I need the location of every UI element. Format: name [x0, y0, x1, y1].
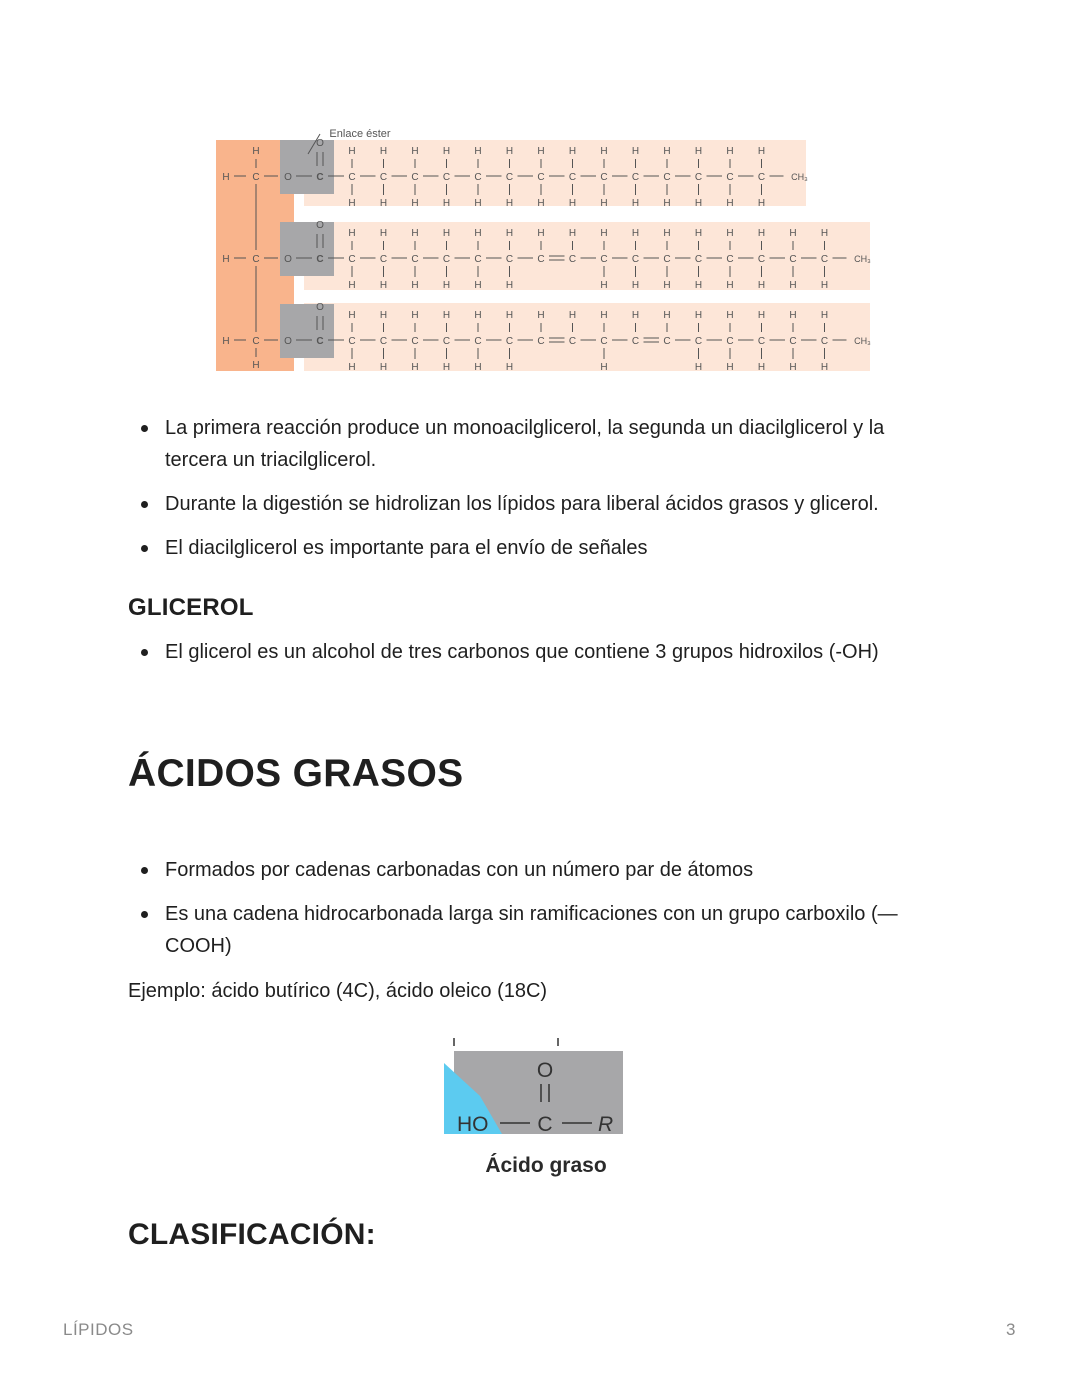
atom-label-111: H [348, 280, 356, 291]
glicerol-bullet-1: El glicerol es un alcohol de tres carbonos que contiene 3 grupos hidroxilos (-OH) [128, 636, 948, 668]
atom-label-62: H [600, 146, 608, 157]
acidos-grasos-heading: ÁCIDOS GRASOS [128, 752, 464, 795]
atom-label-210: O [316, 302, 324, 313]
atom-label-58: H [568, 198, 577, 209]
footer-page-number: 3 [1006, 1320, 1016, 1339]
atom-label-232: C [442, 336, 451, 347]
atom-label-43: C [505, 172, 514, 183]
atom-label-145: H [537, 228, 545, 239]
atom-label-266: H [631, 310, 640, 321]
atom-label-26: H [411, 146, 419, 157]
atom-label-238: C [474, 336, 482, 347]
atom-label-46: H [505, 198, 514, 209]
clasificacion-heading: CLASIFICACIÓN: [128, 1218, 376, 1251]
atom-label-70: H [631, 198, 640, 209]
atom-label-133: H [474, 228, 482, 239]
atom-label-203: C [252, 336, 260, 347]
chain-band-3 [304, 303, 870, 371]
chain-band-2 [304, 222, 870, 290]
atom-label-20: H [379, 146, 388, 157]
atom-label-295: H [789, 362, 797, 373]
atom-label-280: C [726, 336, 734, 347]
atom-label-215: H [348, 310, 356, 321]
atom-label-138: C [505, 254, 514, 265]
atom-label-244: C [505, 336, 514, 347]
atom-label-0: H [222, 172, 230, 183]
atom-label-251: H [537, 310, 545, 321]
atom-label-22: H [379, 198, 388, 209]
atom-label-3: H [252, 146, 260, 157]
atom-label-160: H [631, 228, 640, 239]
atom-label-38: H [474, 146, 482, 157]
atom-label-13: C [348, 172, 356, 183]
atom-label-209: C [316, 336, 324, 347]
triglyceride-structure-figure [216, 126, 872, 374]
atom-label-207: O [284, 336, 292, 347]
atom-label-223: H [379, 362, 388, 373]
atom-label-196: H [820, 228, 829, 239]
atom-label-214: C [348, 336, 356, 347]
atom-label-2: C [252, 172, 260, 183]
atom-label-126: C [442, 254, 451, 265]
atom-label-97: H [222, 254, 230, 265]
atom-label-115: H [379, 228, 388, 239]
atom-label-28: H [411, 198, 419, 209]
fatty-acid-figure [440, 1034, 630, 1184]
atom-label-153: C [600, 254, 608, 265]
atom-label-165: C [663, 254, 671, 265]
atom-label-195: C [820, 254, 829, 265]
atom-label-159: C [631, 254, 640, 265]
atom-label-44: H [505, 146, 514, 157]
atom-label-255: C [568, 336, 577, 347]
atom-label-217: H [348, 362, 356, 373]
atom-label-156: H [600, 280, 608, 291]
atom-label-247: H [505, 362, 514, 373]
acid-carbon-label: C [537, 1113, 553, 1136]
atom-label-183: C [757, 254, 766, 265]
chain-end-1: CH₃ [791, 172, 808, 182]
atom-label-220: C [379, 336, 388, 347]
atom-label-201: H [222, 336, 230, 347]
footer-title: LÍPIDOS [63, 1320, 134, 1339]
atom-label-265: C [631, 336, 640, 347]
atom-label-274: C [694, 336, 703, 347]
atom-label-283: H [726, 362, 734, 373]
atom-label-56: H [568, 146, 577, 157]
atom-label-168: H [663, 280, 671, 291]
atom-label-80: H [694, 146, 703, 157]
atom-label-64: H [600, 198, 608, 209]
atom-label-162: H [631, 280, 640, 291]
atom-label-8: C [316, 172, 324, 183]
atom-label-104: O [316, 220, 324, 231]
atom-label-73: C [663, 172, 671, 183]
atom-label-92: H [757, 146, 766, 157]
atom-label-50: H [537, 146, 545, 157]
atom-label-88: H [726, 198, 734, 209]
triglyceride-diagram [216, 126, 872, 374]
atom-label-180: H [726, 280, 734, 291]
atom-label-16: H [348, 198, 356, 209]
atom-label-117: H [379, 280, 388, 291]
acidos-list [128, 854, 948, 974]
acid-oxygen-label: O [536, 1059, 554, 1082]
atom-label-190: H [789, 228, 797, 239]
atom-label-25: C [411, 172, 419, 183]
atom-label-94: H [757, 198, 766, 209]
atom-label-184: H [757, 228, 766, 239]
atom-label-108: C [348, 254, 356, 265]
atom-label-275: H [694, 310, 703, 321]
atom-label-192: H [789, 280, 797, 291]
atom-label-34: H [442, 198, 451, 209]
acid-ho-label: HO [457, 1113, 489, 1136]
atom-label-121: H [411, 228, 419, 239]
atom-label-129: H [442, 280, 451, 291]
atom-label-299: H [820, 310, 829, 321]
atom-label-204: H [252, 360, 260, 371]
atom-label-14: H [348, 146, 356, 157]
atom-label-221: H [379, 310, 388, 321]
atom-label-198: H [820, 280, 829, 291]
reactions-list [128, 412, 948, 576]
atom-label-32: H [442, 146, 451, 157]
atom-label-239: H [474, 310, 482, 321]
atom-label-154: H [600, 228, 608, 239]
atom-label-292: C [789, 336, 797, 347]
atom-label-166: H [663, 228, 671, 239]
reaction-bullet-1: La primera reacción produce un monoacilglicerol, la segunda un diacilglicerol y la tercera un triacilglicerol. [128, 412, 948, 476]
atom-label-281: H [726, 310, 734, 321]
atom-label-91: C [757, 172, 766, 183]
atom-label-120: C [411, 254, 419, 265]
atom-label-226: C [411, 336, 419, 347]
atom-label-172: H [694, 228, 703, 239]
fatty-acid-diagram [440, 1034, 630, 1184]
atom-label-250: C [537, 336, 545, 347]
atom-label-259: C [600, 336, 608, 347]
atom-label-178: H [726, 228, 734, 239]
atom-label-256: H [568, 310, 577, 321]
atom-label-19: C [379, 172, 388, 183]
atom-label-74: H [663, 146, 671, 157]
atom-label-235: H [442, 362, 451, 373]
ester-box-3 [280, 304, 334, 358]
atom-label-171: C [694, 254, 703, 265]
atom-label-141: H [505, 280, 514, 291]
acid-r-label: R [598, 1113, 614, 1136]
example-text: Ejemplo: ácido butírico (4C), ácido oleico (18C) [128, 980, 548, 1002]
glicerol-heading: GLICEROL [128, 594, 254, 621]
atom-label-270: C [663, 336, 671, 347]
glicerol-list [128, 636, 948, 680]
atom-label-227: H [411, 310, 419, 321]
atom-label-61: C [600, 172, 608, 183]
atom-label-76: H [663, 198, 671, 209]
atom-label-189: C [789, 254, 797, 265]
atom-label-186: H [757, 280, 766, 291]
atom-label-85: C [726, 172, 734, 183]
atom-label-127: H [442, 228, 451, 239]
atom-label-132: C [474, 254, 482, 265]
atom-label-286: C [757, 336, 766, 347]
atom-label-287: H [757, 310, 766, 321]
atom-label-150: H [568, 228, 577, 239]
atom-label-293: H [789, 310, 797, 321]
atom-label-40: H [474, 198, 482, 209]
atom-label-229: H [411, 362, 419, 373]
atom-label-52: H [537, 198, 545, 209]
atom-label-289: H [757, 362, 766, 373]
atom-label-149: C [568, 254, 577, 265]
atom-label-277: H [694, 362, 703, 373]
ester-box-1 [280, 140, 334, 194]
atom-label-262: H [600, 362, 608, 373]
atom-label-101: O [284, 254, 292, 265]
atom-label-139: H [505, 228, 514, 239]
atom-label-55: C [568, 172, 577, 183]
atom-label-298: C [820, 336, 829, 347]
atom-label-103: C [316, 254, 324, 265]
reaction-bullet-3: El diacilglicerol es importante para el envío de señales [128, 532, 948, 564]
chain-end-2: CH₃ [854, 254, 871, 264]
atom-label-68: H [631, 146, 640, 157]
chain-end-3: CH₃ [854, 336, 871, 346]
acidos-bullet-1: Formados por cadenas carbonadas con un número par de átomos [128, 854, 948, 886]
ester-box-2 [280, 222, 334, 276]
atom-label-49: C [537, 172, 545, 183]
atom-label-9: O [316, 138, 324, 149]
atom-label-241: H [474, 362, 482, 373]
atom-label-144: C [537, 254, 545, 265]
atom-label-79: C [694, 172, 703, 183]
atom-label-233: H [442, 310, 451, 321]
acidos-bullet-2: Es una cadena hidrocarbonada larga sin ramificaciones con un grupo carboxilo (—COOH) [128, 898, 948, 962]
atom-label-177: C [726, 254, 734, 265]
ester-bond-label: Enlace éster [329, 128, 391, 140]
atom-label-245: H [505, 310, 514, 321]
reaction-bullet-2: Durante la digestión se hidrolizan los lípidos para liberal ácidos grasos y glicerol. [128, 488, 948, 520]
atom-label-31: C [442, 172, 451, 183]
fatty-acid-caption: Ácido graso [485, 1154, 607, 1177]
atom-label-37: C [474, 172, 482, 183]
atom-label-271: H [663, 310, 671, 321]
atom-label-123: H [411, 280, 419, 291]
atom-label-135: H [474, 280, 482, 291]
atom-label-99: C [252, 254, 260, 265]
atom-label-109: H [348, 228, 356, 239]
atom-label-86: H [726, 146, 734, 157]
atom-label-6: O [284, 172, 292, 183]
atom-label-174: H [694, 280, 703, 291]
atom-label-260: H [600, 310, 608, 321]
atom-label-82: H [694, 198, 703, 209]
atom-label-301: H [820, 362, 829, 373]
atom-label-67: C [631, 172, 640, 183]
atom-label-114: C [379, 254, 388, 265]
